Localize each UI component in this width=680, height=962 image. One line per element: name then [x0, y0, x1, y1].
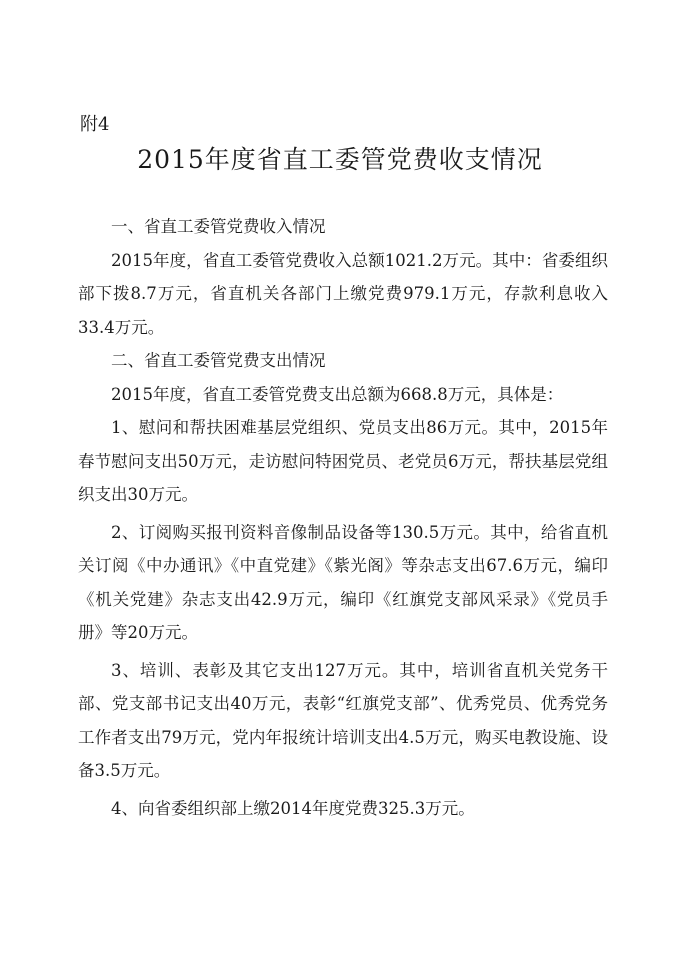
- expense-heading: 二、省直工委管党费支出情况: [111, 351, 326, 370]
- expense-intro: 2015年度，省直工委管党费支出总额为668.8万元，具体是：: [111, 384, 564, 404]
- page-title: 2015年度省直工委管党费收支情况: [137, 145, 543, 174]
- expense-item-4: 4、向省委组织部上缴2014年度党费325.3万元。: [111, 798, 475, 818]
- income-paragraph: 2015年度，省直工委管党费收入总额1021.2万元。其中：省委组织部下拨8.7万元，省直机关各部门上缴党费979.1万元，存款利息收入33.4万元。: [78, 250, 608, 337]
- income-heading: 一、省直工委管党费收入情况: [111, 217, 326, 236]
- attachment-label: 附4: [80, 114, 110, 135]
- expense-item-3: 3、培训、表彰及其它支出127万元。其中，培训省直机关党务干部、党支部书记支出40万元，表彰“红旗党支部”、优秀党员、优秀党务工作者支出79万元，党内年报统计培训支出4.5万元，购买电教设施、设备3.5万元。: [78, 660, 608, 780]
- expense-item-1: 1、慰问和帮扶困难基层党组织、党员支出86万元。其中，2015年春节慰问支出50万元，走访慰问特困党员、老党员6万元，帮扶基层党组织支出30万元。: [78, 418, 608, 504]
- expense-item-2: 2、订阅购买报刊资料音像制品设备等130.5万元。其中，给省直机关订阅《中办通讯》《中直党建》《紫光阁》等杂志支出67.6万元，编印《机关党建》杂志支出42.9万元，编印《红旗党支部风采录》《党员手册》等20万元。: [78, 522, 608, 642]
- document-body: [78, 210, 608, 825]
